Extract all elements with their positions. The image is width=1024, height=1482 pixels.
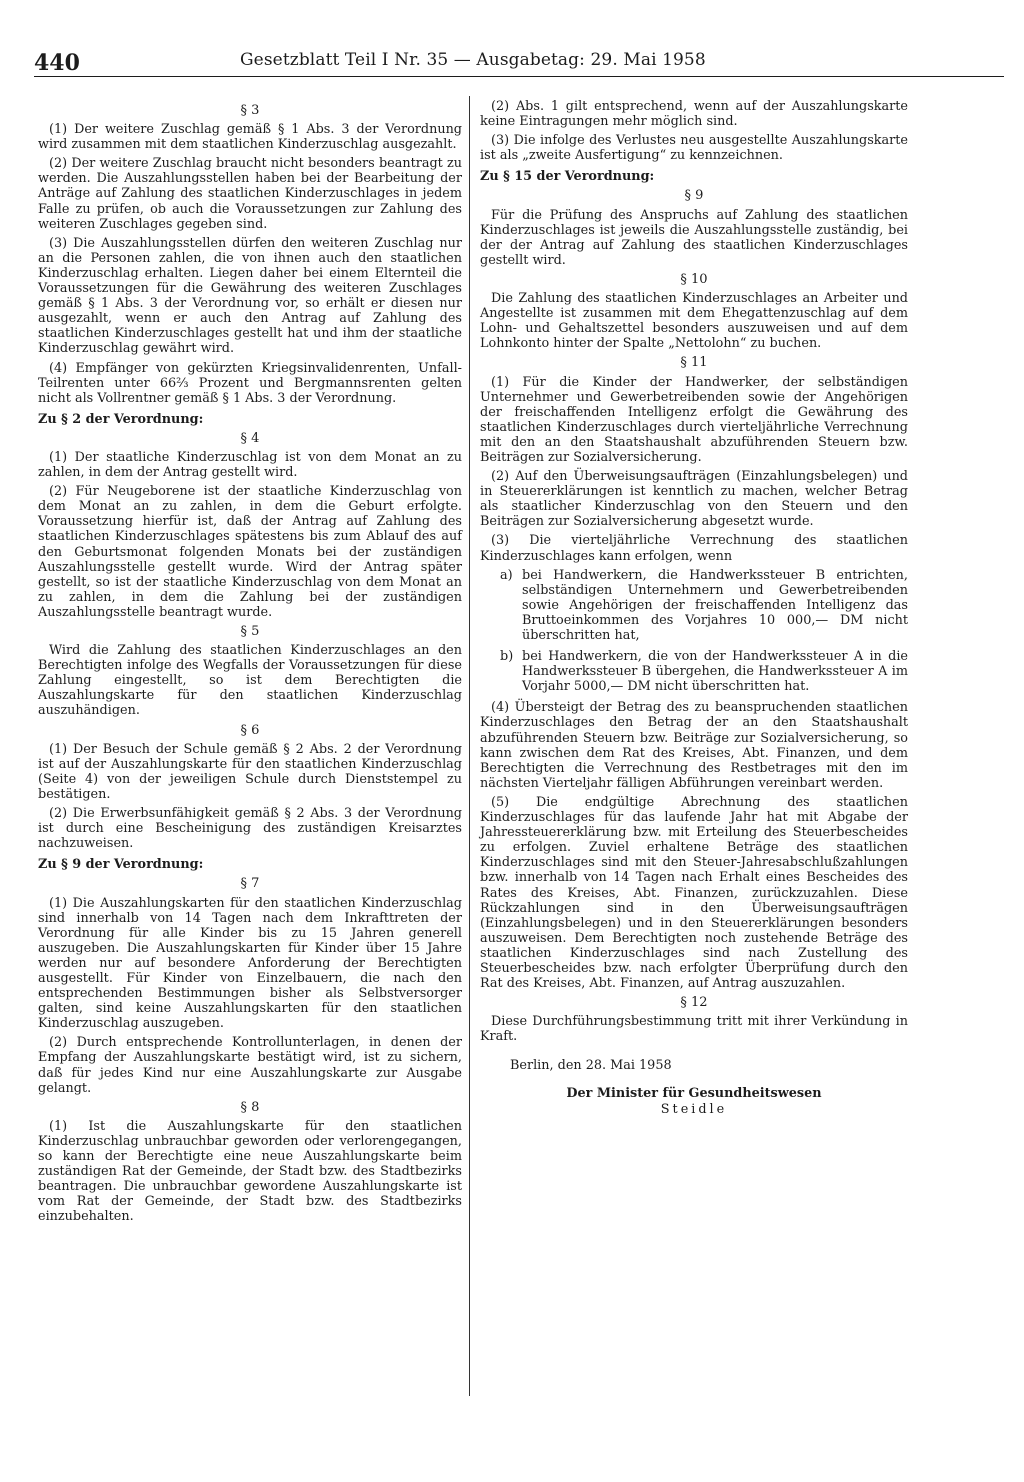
paragraph: (1) Der Besuch der Schule gemäß § 2 Abs. 2 der Verordnung ist auf der Auszahlungskarte für den staatlichen Kinderzuschlag (Seite 4) von der jeweiligen Schule durch Dienststempel zu bestätigen.	[38, 741, 462, 802]
header-rule	[34, 76, 1004, 77]
paragraph: (4) Übersteigt der Betrag des zu beanspruchenden staatlichen Kinderzuschlages den Betrag der an den Staatshaushalt abzuführenden Steuern bzw. Beiträge zur Sozialversicherung, so kann zwischen dem Rat des Kreises, Abt. Finanzen, und dem Berechtigten die Verrechnung des Restbetrages mit den im nächsten Vierteljahr fälligen Abführungen vereinbart werden.	[480, 700, 908, 791]
section-heading-4: § 4	[240, 430, 260, 446]
section-heading-6: § 6	[240, 722, 260, 738]
paragraph: (2) Der weitere Zuschlag braucht nicht besonders beantragt zu werden. Die Auszahlungsstellen haben bei der Bearbeitung der Anträge auf Zahlung des staatlichen Kinderzuschlages in jedem Falle zu prüfen, ob auch die Voraussetzungen zur Zahlung des weiteren Zuschlages gegeben sind.	[38, 156, 462, 232]
section-heading-9: § 9	[684, 188, 704, 204]
page-header	[34, 46, 1024, 80]
paragraph: (2) Durch entsprechende Kontrollunterlagen, in denen der Empfang der Auszahlungskarte bestätigt wird, ist zu sichern, daß für jedes Kind nur eine Auszahlungskarte zur Ausgabe gelangt.	[38, 1035, 462, 1096]
paragraph: (4) Empfänger von gekürzten Kriegsinvalidenrenten, Unfall-Teilrenten unter 66⅔ Prozent und Bergmannsrenten gelten nicht als Vollrentner gemäß § 1 Abs. 3 der Verordnung.	[38, 360, 462, 406]
regulation-reference: Zu § 15 der Verordnung:	[480, 169, 655, 185]
section-heading-7: § 7	[240, 876, 260, 892]
paragraph: (1) Der staatliche Kinderzuschlag ist von dem Monat an zu zahlen, in dem der Antrag gestellt wird.	[38, 449, 462, 481]
list-item-text: bei Handwerkern, die von der Handwerkssteuer A in die Handwerkssteuer B übergehen, die Handwerkssteuer A im Vorjahr 5000,— DM nicht überschritten hat.	[522, 649, 908, 695]
regulation-reference: Zu § 9 der Verordnung:	[38, 857, 204, 873]
paragraph: Die Zahlung des staatlichen Kinderzuschlages an Arbeiter und Angestellte ist zusammen mit dem Ehegattenzuschlag auf dem Lohn- und Gehaltszettel besonders auszuweisen und auf dem Lohnkonto hinter der Spalte „Nettolohn“ zu buchen.	[480, 291, 908, 352]
paragraph: Für die Prüfung des Anspruchs auf Zahlung des staatlichen Kinderzuschlages ist jeweils die Auszahlungsstelle zuständig, bei der der Antrag auf Zahlung des staatlichen Kinderzuschlages gestellt wird.	[480, 207, 908, 268]
paragraph: (3) Die infolge des Verlustes neu ausgestellte Auszahlungskarte ist als „zweite Ausfertigung“ zu kennzeichnen.	[480, 133, 908, 164]
signer-title: Der Minister für Gesundheitswesen	[566, 1085, 822, 1101]
page-number: 440	[34, 50, 80, 76]
regulation-reference: Zu § 2 der Verordnung:	[38, 411, 204, 427]
list-item	[500, 649, 908, 694]
paragraph: (2) Für Neugeborene ist der staatliche Kinderzuschlag von dem Monat an zu zahlen, in dem die Geburt erfolgte. Voraussetzung hierfür ist, daß der Antrag auf Zahlung des staatlichen Kinderzuschlages spätestens bis zum Ablauf des auf den Geburtsmonat folgenden Monats bei der zuständigen Auszahlungsstelle gestellt wurde. Wird der Antrag später gestellt, so ist der staatliche Kinderzuschlag von dem Monat an zu zahlen, in dem die Zahlung bei der zuständigen Auszahlungsstelle beantragt wurde.	[38, 484, 462, 620]
section-heading-10: § 10	[680, 271, 708, 287]
gazette-title: Gesetzblatt Teil I Nr. 35 — Ausgabetag: 29. Mai 1958	[240, 50, 706, 70]
signer-name: Steidle	[660, 1101, 728, 1117]
list-item-label: a)	[500, 567, 513, 583]
paragraph: (2) Die Erwerbsunfähigkeit gemäß § 2 Abs. 3 der Verordnung ist durch eine Bescheinigung des zuständigen Kreisarztes nachzuweisen.	[38, 806, 462, 852]
paragraph: (3) Die Auszahlungsstellen dürfen den weiteren Zuschlag nur an die Personen zahlen, die von ihnen auch den staatlichen Kinderzuschlag erhalten. Liegen daher bei einem Elternteil die Voraussetzungen für die Gewährung des weiteren Zuschlages gemäß § 1 Abs. 3 der Verordnung vor, so erhält er diesen nur ausgezahlt, wenn er auch den Antrag auf Zahlung des staatlichen Kinderzuschlages gestellt hat und ihm der staatliche Kinderzuschlag gewährt wird.	[38, 235, 462, 357]
paragraph: (5) Die endgültige Abrechnung des staatlichen Kinderzuschlages für das laufende Jahr hat mit Abgabe der Jahressteuererklärung bzw. mit Erteilung des Steuerbescheides zu erfolgen. Zuviel erhaltene Beträge des staatlichen Kinderzuschlages sind mit den Steuer-Jahresabschlußzahlungen bzw. innerhalb von 14 Tagen nach Erhalt eines Bescheides des Rates des Kreises, Abt. Finanzen, zurückzuzahlen. Diese Rückzahlungen sind in den Überweisungsaufträgen (Einzahlungsbelegen) und in den Steuererklärungen besonders auszuweisen. Dem Berechtigten noch zustehende Beträge des staatlichen Kinderzuschlages sind nach Zustellung des Steuerbescheides bzw. nach erfolgter Überprüfung durch den Rat des Kreises, Abt. Finanzen, auf Antrag auszuzahlen.	[480, 794, 908, 992]
right-column	[480, 99, 908, 1117]
paragraph: (2) Abs. 1 gilt entsprechend, wenn auf der Auszahlungskarte keine Eintragungen mehr möglich sind.	[480, 99, 908, 130]
paragraph: (1) Für die Kinder der Handwerker, der selbständigen Unternehmer und Gewerbetreibenden sowie der Angehörigen der freischaffenden Intelligenz erfolgt die Gewährung des staatlichen Kinderzuschlages durch vierteljährliche Verrechnung mit den an den Staatshaushalt abzuführenden Steuern bzw. Beiträgen zur Sozialversicherung.	[480, 374, 908, 465]
list-item-label: b)	[500, 649, 514, 665]
paragraph: Wird die Zahlung des staatlichen Kinderzuschlages an den Berechtigten infolge des Wegfalls der Voraussetzungen für diese Zahlung eingestellt, so ist dem Berechtigten die Auszahlungskarte für den staatlichen Kinderzuschlag auszuhändigen.	[38, 643, 462, 719]
left-column	[38, 99, 462, 1228]
paragraph: (1) Die Auszahlungskarten für den staatlichen Kinderzuschlag sind innerhalb von 14 Tagen nach dem Inkrafttreten der Verordnung für alle Kinder bis zu 15 Jahren generell auszugeben. Die Auszahlungskarten für Kinder über 15 Jahre werden nur auf besondere Anforderung der Berechtigten ausgestellt. Für Kinder von Einzelbauern, die nach den entsprechenden Bestimmungen bisher als Selbstversorger galten, sind keine Auszahlungskarten für den staatlichen Kinderzuschlag auszugeben.	[38, 895, 462, 1032]
paragraph: (1) Ist die Auszahlungskarte für den staatlichen Kinderzuschlag unbrauchbar geworden oder verlorengegangen, so kann der Berechtigte eine neue Auszahlungskarte beim zuständigen Rat der Gemeinde, der Stadt bzw. des Stadtbezirks beantragen. Die unbrauchbar gewordene Auszahlungskarte ist vom Rat der Gemeinde, der Stadt bzw. des Stadtbezirks einzubehalten.	[38, 1118, 462, 1225]
section-heading-5: § 5	[240, 624, 260, 639]
paragraph: (3) Die vierteljährliche Verrechnung des staatlichen Kinderzuschlages kann erfolgen, wenn	[480, 533, 908, 564]
place-date: Berlin, den 28. Mai 1958	[510, 1058, 672, 1074]
section-heading-11: § 11	[680, 355, 708, 371]
section-heading-12: § 12	[680, 995, 708, 1011]
paragraph: (2) Auf den Überweisungsaufträgen (Einzahlungsbelegen) und in Steuererklärungen ist kenntlich zu machen, welcher Betrag als staatlicher Kinderzuschlag von den Steuern und den Beiträgen zur Sozialversicherung abgesetzt wurde.	[480, 469, 908, 530]
paragraph: Diese Durchführungsbestimmung tritt mit ihrer Verkündung in Kraft.	[480, 1014, 908, 1045]
section-heading-3: § 3	[240, 103, 260, 118]
list-item	[500, 568, 908, 643]
paragraph: (1) Der weitere Zuschlag gemäß § 1 Abs. 3 der Verordnung wird zusammen mit dem staatlichen Kinderzuschlag ausgezahlt.	[38, 122, 462, 153]
section-heading-8: § 8	[240, 1099, 260, 1115]
list-item-text: bei Handwerkern, die Handwerkssteuer B entrichten, selbständigen Unternehmern und Gewerbetreibenden sowie Angehörigen der freischaffenden Intelligenz das Bruttoeinkommen des Vorjahres 10 000,— DM nicht überschritten hat,	[522, 567, 908, 643]
column-divider	[469, 96, 470, 1396]
